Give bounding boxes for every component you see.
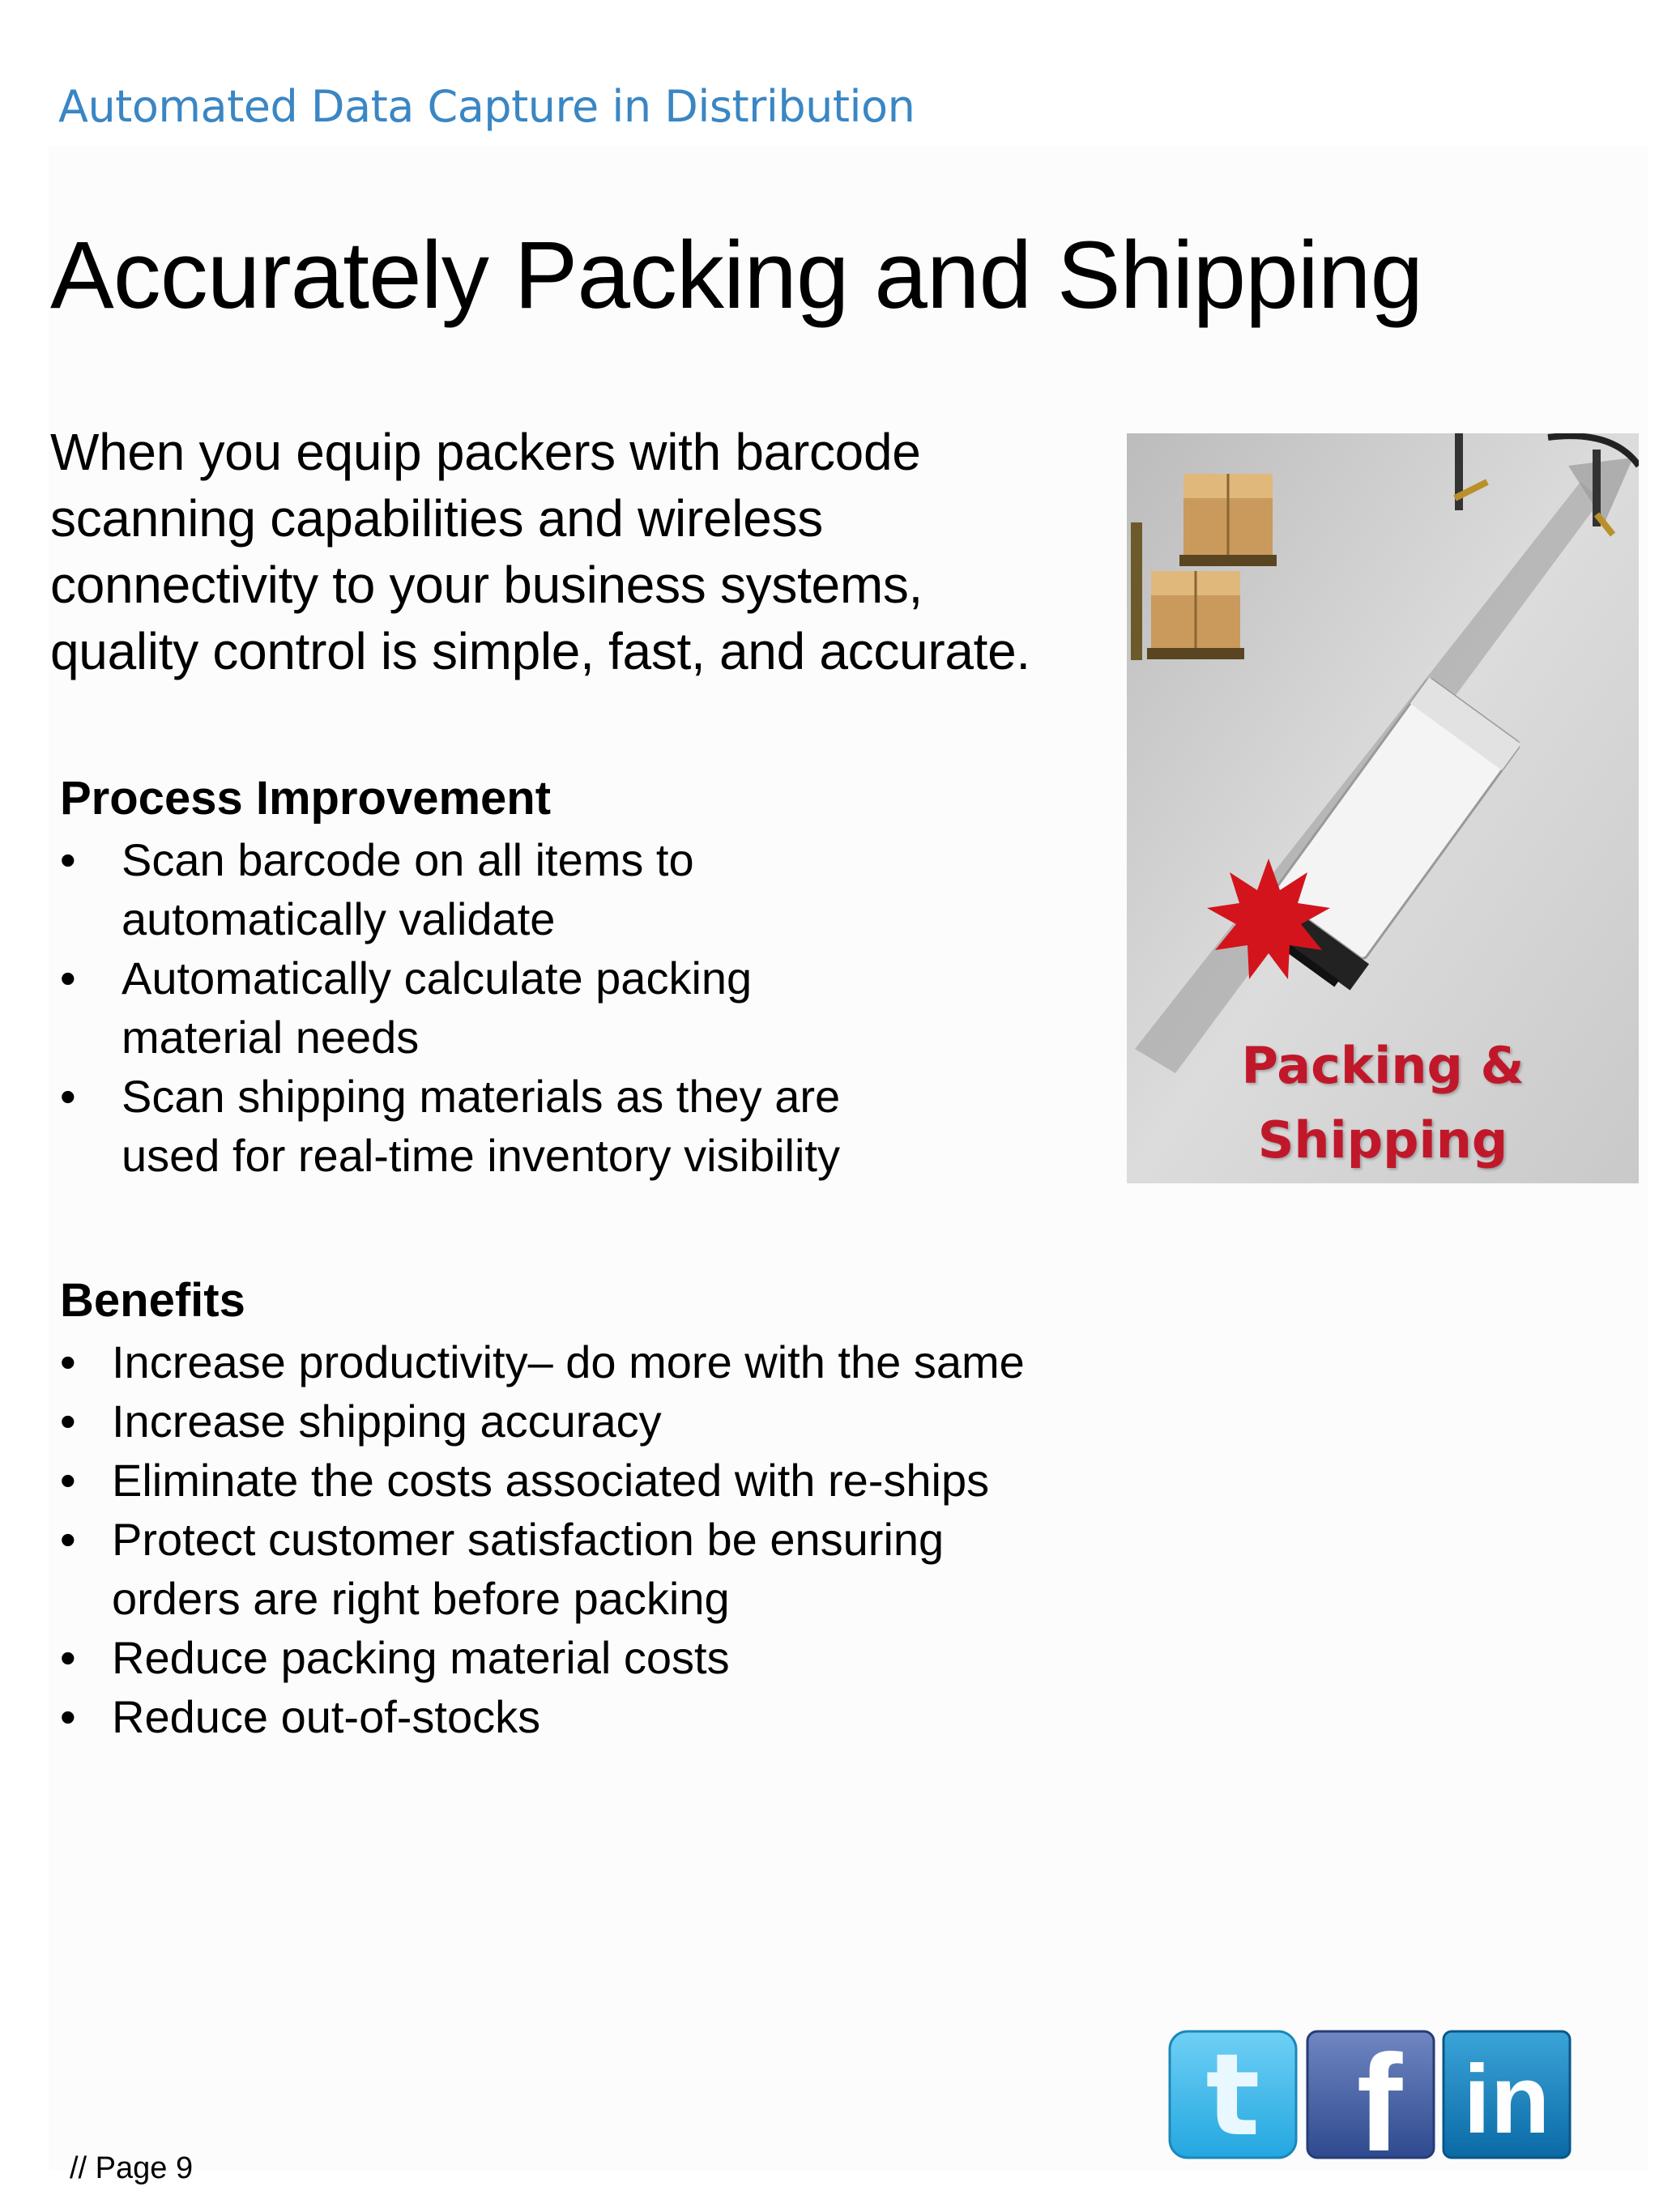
bullet-icon: • bbox=[60, 1691, 76, 1742]
list-item bbox=[60, 1687, 1025, 1746]
list-item-text: orders are right before packing bbox=[112, 1573, 730, 1624]
list-item-text: Increase shipping accuracy bbox=[112, 1396, 662, 1447]
list-item-text: Scan barcode on all items to bbox=[122, 834, 694, 885]
facebook-link[interactable] bbox=[1305, 2029, 1436, 2160]
page-title: Accurately Packing and Shipping bbox=[50, 222, 1423, 329]
intro-line: connectivity to your business systems, bbox=[50, 556, 923, 614]
list-item-text: Protect customer satisfaction be ensuring bbox=[112, 1514, 945, 1565]
list-item-text: Reduce packing material costs bbox=[112, 1632, 730, 1683]
packing-shipping-image bbox=[1127, 433, 1639, 1183]
benefits-list bbox=[60, 1332, 1025, 1746]
process-improvement-heading: Process Improvement bbox=[60, 772, 552, 825]
image-caption bbox=[1127, 1029, 1639, 1178]
twitter-icon bbox=[1167, 2029, 1299, 2160]
list-item bbox=[60, 1392, 1025, 1451]
intro-line: scanning capabilities and wireless bbox=[50, 489, 823, 548]
bullet-icon: • bbox=[60, 1514, 76, 1565]
linkedin-icon bbox=[1441, 2029, 1572, 2160]
intro-paragraph bbox=[50, 419, 1087, 684]
list-item bbox=[60, 1332, 1025, 1392]
bullet-icon: • bbox=[60, 1455, 76, 1506]
list-item-text: used for real-time inventory visibility bbox=[122, 1130, 840, 1181]
svg-text:f: f bbox=[1356, 2029, 1403, 2160]
list-item bbox=[60, 1451, 1025, 1510]
bullet-icon: • bbox=[60, 834, 76, 885]
facebook-icon bbox=[1305, 2029, 1436, 2160]
svg-text:in: in bbox=[1463, 2045, 1550, 2154]
bullet-icon: • bbox=[60, 1396, 76, 1447]
list-item bbox=[60, 1067, 840, 1185]
caption-line: Shipping bbox=[1257, 1110, 1508, 1170]
linkedin-link[interactable] bbox=[1441, 2029, 1572, 2160]
list-item-text: automatically validate bbox=[122, 893, 556, 944]
bullet-icon: • bbox=[60, 1071, 76, 1122]
list-item bbox=[60, 948, 840, 1067]
page-number: // Page 9 bbox=[70, 2151, 194, 2185]
list-item-text: Increase productivity– do more with the same bbox=[112, 1336, 1025, 1387]
list-item-text: Scan shipping materials as they are bbox=[122, 1071, 841, 1122]
list-item bbox=[60, 830, 840, 948]
bullet-icon: • bbox=[60, 953, 76, 1004]
intro-line: quality control is simple, fast, and accurate. bbox=[50, 622, 1030, 680]
list-item bbox=[60, 1510, 1025, 1628]
list-item-text: material needs bbox=[122, 1012, 420, 1063]
intro-line: When you equip packers with barcode bbox=[50, 423, 921, 481]
list-item-text: Automatically calculate packing bbox=[122, 953, 753, 1004]
list-item-text: Eliminate the costs associated with re-ships bbox=[112, 1455, 990, 1506]
benefits-heading: Benefits bbox=[60, 1274, 245, 1327]
svg-text:t: t bbox=[1205, 2030, 1260, 2160]
bullet-icon: • bbox=[60, 1632, 76, 1683]
caption-line: Packing & bbox=[1241, 1036, 1525, 1095]
document-header: Automated Data Capture in Distribution bbox=[58, 81, 915, 132]
list-item bbox=[60, 1628, 1025, 1687]
list-item-text: Reduce out-of-stocks bbox=[112, 1691, 541, 1742]
twitter-link[interactable] bbox=[1167, 2029, 1299, 2160]
bullet-icon: • bbox=[60, 1336, 76, 1387]
process-improvement-list bbox=[60, 830, 840, 1185]
